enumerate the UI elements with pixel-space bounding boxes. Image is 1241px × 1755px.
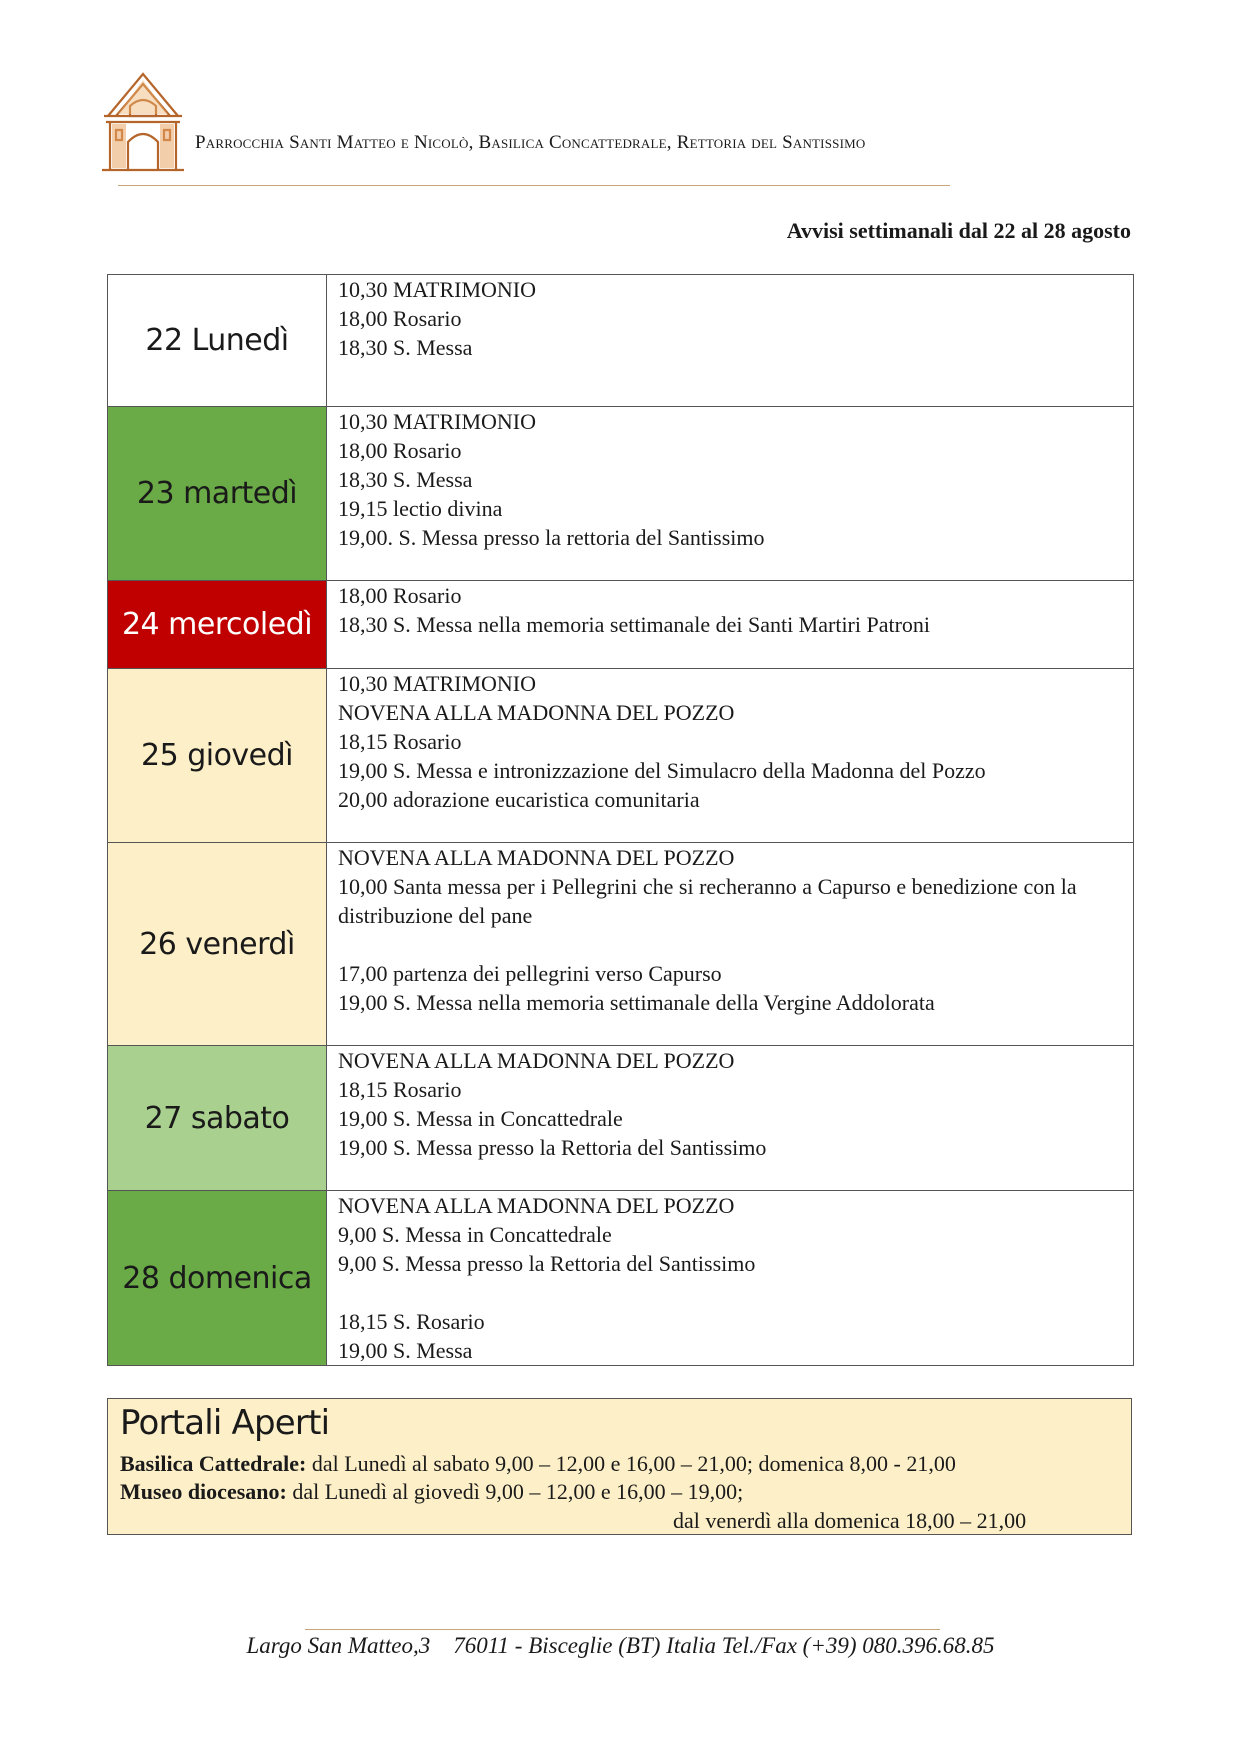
parish-name: Parrocchia Santi Matteo e Nicolò, Basilica Concattedrale, Rettoria del Santissimo xyxy=(195,132,866,153)
event-line: 19,00. S. Messa presso la rettoria del Santissimo xyxy=(338,525,765,550)
event-line: 20,00 adorazione eucaristica comunitaria xyxy=(338,787,700,812)
day-cell xyxy=(108,1191,327,1366)
weekly-schedule-table xyxy=(107,274,1134,1366)
schedule-row xyxy=(108,407,1134,581)
events-cell xyxy=(327,1191,1134,1366)
event-line: 10,00 Santa messa per i Pellegrini che si recheranno a Capurso e benedizione con la distribuzione del pane xyxy=(338,874,1083,928)
day-cell xyxy=(108,275,327,407)
event-line: 18,30 S. Messa xyxy=(338,335,473,360)
event-line: 18,30 S. Messa xyxy=(338,467,473,492)
events-cell xyxy=(327,1046,1134,1191)
day-label: 27 sabato xyxy=(144,1100,290,1136)
event-line: 18,15 Rosario xyxy=(338,1077,462,1102)
event-line: 19,00 S. Messa xyxy=(338,1338,473,1363)
event-line: NOVENA ALLA MADONNA DEL POZZO xyxy=(338,700,735,725)
event-line: 17,00 partenza dei pellegrini verso Capurso xyxy=(338,961,722,986)
event-line: 18,30 S. Messa nella memoria settimanale dei Santi Martiri Patroni xyxy=(338,612,931,637)
event-line: 19,00 S. Messa nella memoria settimanale della Vergine Addolorata xyxy=(338,990,935,1015)
event-line: NOVENA ALLA MADONNA DEL POZZO xyxy=(338,845,735,870)
events-cell xyxy=(327,669,1134,843)
schedule-row xyxy=(108,1046,1134,1191)
event-line: 10,30 MATRIMONIO xyxy=(338,409,536,434)
museo-label: Museo diocesano: xyxy=(120,1479,287,1504)
event-line: 9,00 S. Messa presso la Rettoria del Santissimo xyxy=(338,1251,756,1276)
day-cell xyxy=(108,843,327,1046)
events-cell xyxy=(327,843,1134,1046)
event-line: 18,00 Rosario xyxy=(338,438,462,463)
schedule-row xyxy=(108,843,1134,1046)
event-line: 19,15 lectio divina xyxy=(338,496,503,521)
event-line: 9,00 S. Messa in Concattedrale xyxy=(338,1222,612,1247)
day-cell xyxy=(108,581,327,669)
event-line: NOVENA ALLA MADONNA DEL POZZO xyxy=(338,1193,735,1218)
day-label: 28 domenica xyxy=(122,1260,312,1296)
event-line: 10,30 MATRIMONIO xyxy=(338,671,536,696)
parish-logo xyxy=(100,70,186,176)
schedule-row xyxy=(108,581,1134,669)
day-label: 24 mercoledì xyxy=(121,607,313,642)
basilica-label: Basilica Cattedrale: xyxy=(120,1451,307,1476)
event-line: 18,00 Rosario xyxy=(338,583,462,608)
event-line: 18,00 Rosario xyxy=(338,306,462,331)
events-cell xyxy=(327,407,1134,581)
museo-weekend-hours: dal venerdì alla domenica 18,00 – 21,00 xyxy=(673,1508,1027,1533)
event-line: 18,15 Rosario xyxy=(338,729,462,754)
museo-hours-text: dal Lunedì al giovedì 9,00 – 12,00 e 16,00 – 19,00; xyxy=(286,1479,744,1504)
basilica-hours-text: dal Lunedì al sabato 9,00 – 12,00 e 16,00 – 21,00; domenica 8,00 - 21,00 xyxy=(306,1451,956,1476)
day-cell xyxy=(108,1046,327,1191)
portali-title: Portali Aperti xyxy=(120,1403,330,1443)
event-line xyxy=(338,930,1123,959)
museo-hours xyxy=(120,1479,743,1505)
header-divider xyxy=(118,185,950,186)
footer-address: Largo San Matteo,3 76011 - Bisceglie (BT) Italia Tel./Fax (+39) 080.396.68.85 xyxy=(246,1633,995,1658)
schedule-row xyxy=(108,1191,1134,1366)
event-line: 19,00 S. Messa e intronizzazione del Simulacro della Madonna del Pozzo xyxy=(338,758,986,783)
event-line: 19,00 S. Messa presso la Rettoria del Santissimo xyxy=(338,1135,767,1160)
week-title: Avvisi settimanali dal 22 al 28 agosto xyxy=(786,218,1131,243)
events-cell xyxy=(327,581,1134,669)
day-label: 22 Lunedì xyxy=(145,323,289,358)
day-cell xyxy=(108,669,327,843)
event-line: 19,00 S. Messa in Concattedrale xyxy=(338,1106,623,1131)
event-line xyxy=(338,1278,1123,1307)
schedule-row xyxy=(108,669,1134,843)
schedule-row xyxy=(108,275,1134,407)
day-label: 23 martedì xyxy=(136,476,298,511)
event-line: NOVENA ALLA MADONNA DEL POZZO xyxy=(338,1048,735,1073)
day-cell xyxy=(108,407,327,581)
basilica-hours xyxy=(120,1451,956,1477)
event-line: 10,30 MATRIMONIO xyxy=(338,277,536,302)
event-line: 18,15 S. Rosario xyxy=(338,1309,485,1334)
day-label: 25 giovedì xyxy=(140,738,294,773)
footer-divider xyxy=(305,1629,940,1630)
portali-aperti-box xyxy=(107,1398,1132,1535)
day-label: 26 venerdì xyxy=(139,926,295,962)
events-cell xyxy=(327,275,1134,407)
